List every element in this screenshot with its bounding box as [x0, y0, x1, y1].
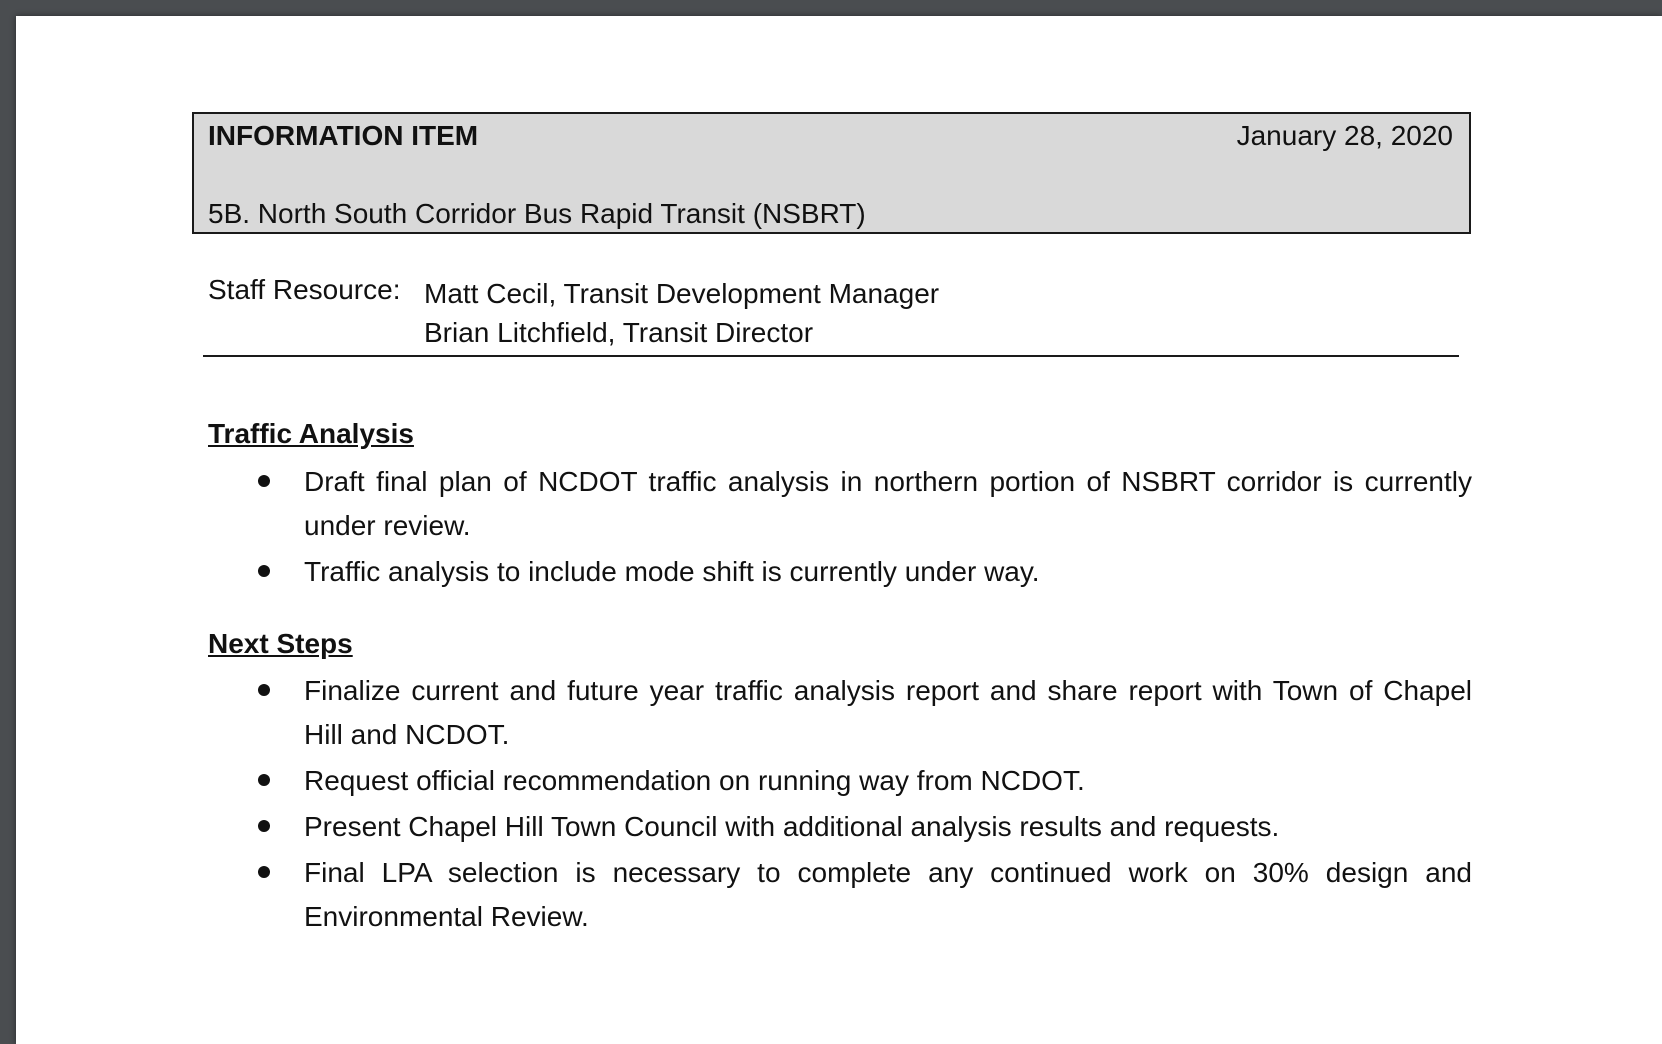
staff-name: Brian Litchfield, Transit Director	[424, 317, 814, 348]
list-item	[208, 550, 1472, 594]
list-item	[208, 460, 1472, 548]
list-item	[208, 851, 1472, 939]
next-steps-list	[208, 669, 1472, 941]
list-item	[208, 669, 1472, 757]
staff-name: Matt Cecil, Transit Development Manager	[424, 278, 940, 309]
traffic-analysis-list	[208, 460, 1472, 596]
bullet-icon	[258, 475, 270, 487]
bullet-icon	[258, 565, 270, 577]
list-item-text: Final LPA selection is necessary to complete any continued work on 30% design and Environmental Review.	[304, 857, 1472, 932]
section-heading-traffic-analysis: Traffic Analysis	[208, 418, 414, 449]
list-item	[208, 759, 1472, 803]
item-title: 5B. North South Corridor Bus Rapid Transit (NSBRT)	[208, 198, 866, 229]
information-item-header	[192, 112, 1471, 234]
list-item-text: Finalize current and future year traffic analysis report and share report with Town of Chapel Hill and NCDOT.	[304, 675, 1472, 750]
staff-resource-label: Staff Resource:	[208, 274, 401, 305]
staff-resource-names	[424, 274, 939, 352]
bullet-icon	[258, 820, 270, 832]
document-page	[16, 16, 1662, 1044]
bullet-icon	[258, 774, 270, 786]
list-item-text: Request official recommendation on running way from NCDOT.	[304, 765, 1085, 796]
list-item-text: Draft final plan of NCDOT traffic analysis in northern portion of NSBRT corridor is currently under review.	[304, 466, 1472, 541]
list-item-text: Present Chapel Hill Town Council with additional analysis results and requests.	[304, 811, 1280, 842]
header-label: INFORMATION ITEM	[208, 120, 479, 151]
bullet-icon	[258, 684, 270, 696]
divider	[203, 355, 1459, 357]
list-item-text: Traffic analysis to include mode shift is currently under way.	[304, 556, 1040, 587]
section-heading-next-steps: Next Steps	[208, 628, 353, 659]
list-item	[208, 805, 1472, 849]
bullet-icon	[258, 866, 270, 878]
header-date: January 28, 2020	[1236, 120, 1453, 151]
